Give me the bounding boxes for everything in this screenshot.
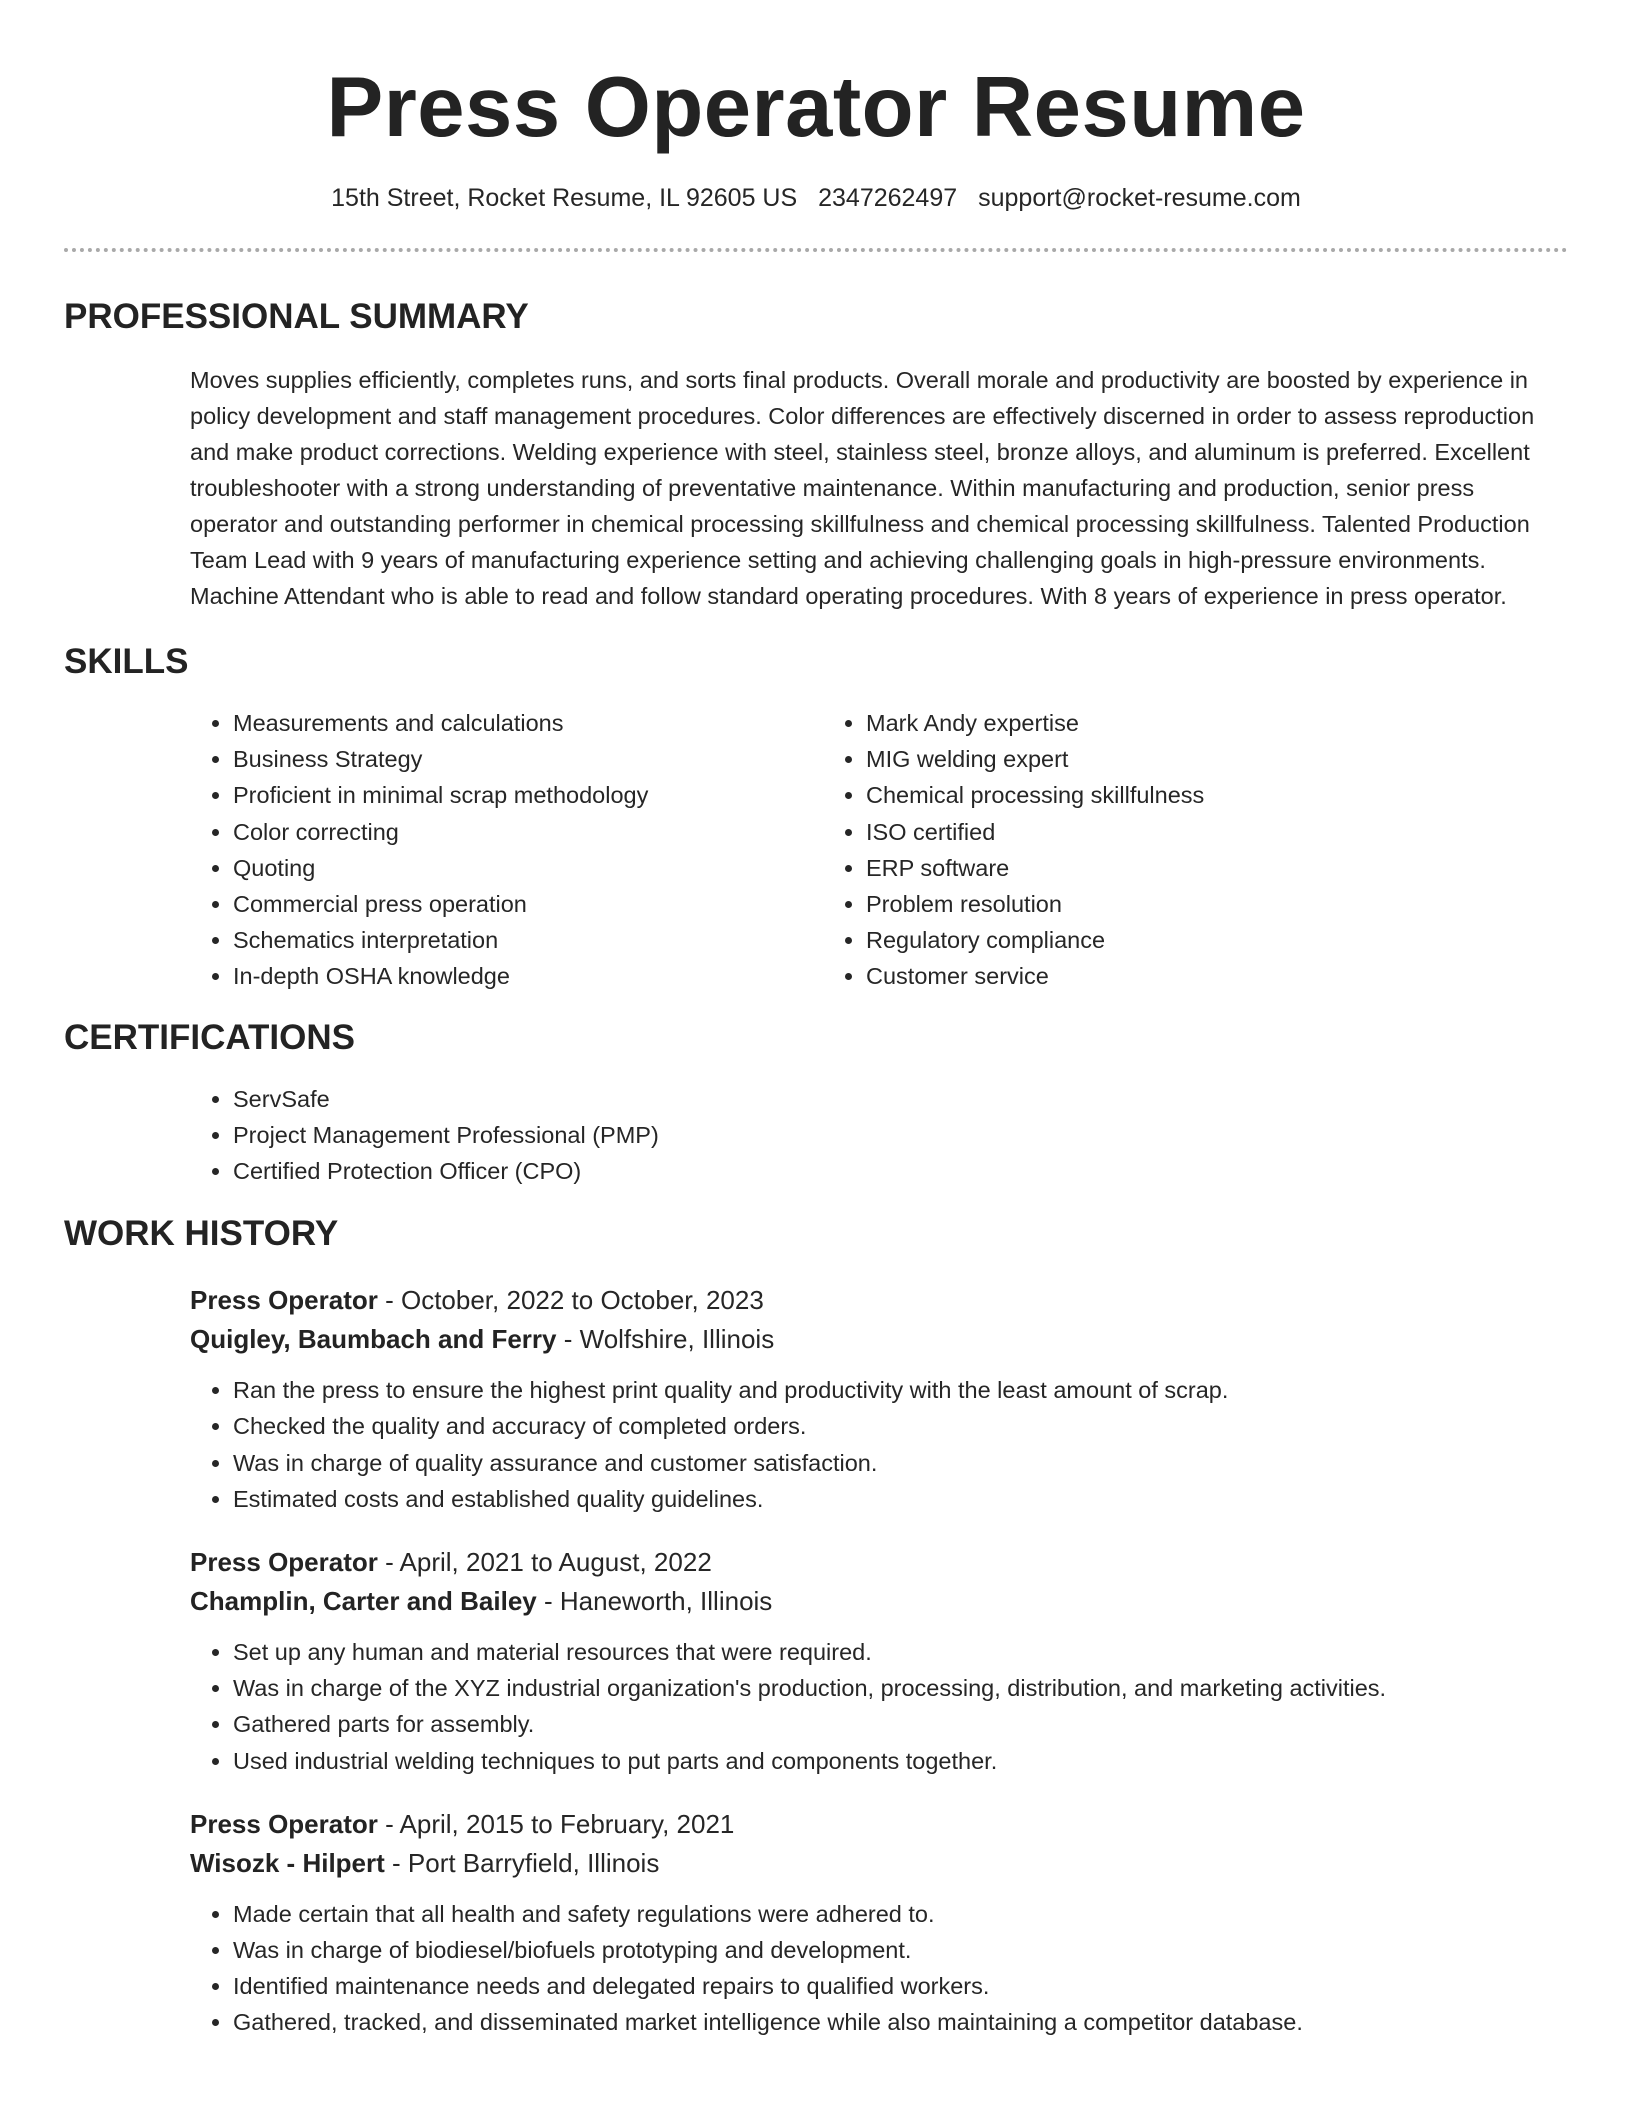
skill-item: • Commercial press operation: [233, 886, 828, 922]
job-bullet: • Set up any human and material resources that were required.: [233, 1634, 1632, 1670]
job-company: Wisozk - Hilpert: [190, 1847, 385, 1878]
job-bullet: • Gathered, tracked, and disseminated market intelligence while also maintaining a competitor database.: [233, 2004, 1632, 2040]
job-bullet: • Estimated costs and established quality guidelines.: [233, 1481, 1632, 1517]
skill-item: • Customer service: [866, 958, 1466, 994]
skill-item: • Mark Andy expertise: [866, 705, 1466, 741]
summary-text: Moves supplies efficiently, completes runs, and sorts final products. Overall morale and productivity are boosted by experience in policy development and staff management procedures. Color differences are effectively discerned in order to assess reproduction and make product corrections. Welding experience with steel, stainless steel, bronze alloys, and aluminum is preferred. Excellent troubleshooter with a strong understanding of preventative maintenance. Within manufacturing and production, senior press operator and outstanding performer in chemical processing skillfulness and chemical processing skillfulness. Talented Production Team Lead with 9 years of manufacturing experience setting and achieving challenging goals in high-pressure environments. Machine Attendant who is able to read and follow standard operating procedures. With 8 years of experience in press operator.: [190, 367, 1535, 609]
certifications-block: [190, 1081, 1632, 1190]
skill-item: • Color correcting: [233, 814, 828, 850]
job-company: Quigley, Baumbach and Ferry: [190, 1324, 557, 1355]
skill-item: • Problem resolution: [866, 886, 1466, 922]
skills-columns: [190, 705, 1632, 995]
job-bullet: • Was in charge of quality assurance and customer satisfaction.: [233, 1445, 1632, 1481]
skill-item: • Measurements and calculations: [233, 705, 828, 741]
job-entry: [190, 1805, 1632, 2041]
skill-item: • Proficient in minimal scrap methodology: [233, 777, 828, 813]
contact-address: 15th Street, Rocket Resume, IL 92605 US: [331, 184, 798, 212]
skill-item: • Quoting: [233, 850, 828, 886]
job-dates: - October, 2022 to October, 2023: [377, 1285, 764, 1316]
certifications-heading: CERTIFICATIONS: [64, 1017, 356, 1057]
job-company: Champlin, Carter and Bailey: [190, 1586, 537, 1617]
job-company-line: [190, 1320, 1632, 1359]
job-dates: - April, 2021 to August, 2022: [377, 1547, 712, 1578]
job-bullet: • Was in charge of biodiesel/biofuels prototyping and development.: [233, 1932, 1632, 1968]
job-location: - Haneworth, Illinois: [536, 1586, 773, 1617]
skill-item: • ISO certified: [866, 814, 1466, 850]
job-location: - Wolfshire, Illinois: [556, 1324, 775, 1355]
certification-item: • ServSafe: [233, 1081, 1632, 1117]
job-role: Press Operator: [190, 1808, 378, 1839]
job-role-line: [190, 1805, 1632, 1844]
job-dates: - April, 2015 to February, 2021: [377, 1808, 735, 1839]
certifications-list: [190, 1081, 1632, 1190]
job-bullet: • Ran the press to ensure the highest print quality and productivity with the least amount of scrap.: [233, 1372, 1632, 1408]
contact-line: [0, 182, 1632, 214]
job-role-line: [190, 1543, 1632, 1582]
job-bullet: • Used industrial welding techniques to put parts and components together.: [233, 1743, 1632, 1779]
skill-item: • In-depth OSHA knowledge: [233, 958, 828, 994]
skill-item: • Chemical processing skillfulness: [866, 777, 1466, 813]
job-bullet: • Checked the quality and accuracy of completed orders.: [233, 1408, 1632, 1444]
contact-email: support@rocket-resume.com: [978, 184, 1301, 212]
certification-item: • Certified Protection Officer (CPO): [233, 1153, 1632, 1189]
skill-item: • ERP software: [866, 850, 1466, 886]
header-divider: [64, 248, 1568, 252]
skill-item: • Regulatory compliance: [866, 922, 1466, 958]
summary-heading: PROFESSIONAL SUMMARY: [64, 297, 529, 336]
skills-list-left: [190, 705, 828, 995]
job-location: - Port Barryfield, Illinois: [384, 1847, 660, 1878]
job-bullets: [190, 1634, 1632, 1779]
job-company-line: [190, 1582, 1632, 1621]
job-bullets: [190, 1372, 1632, 1517]
skill-item: • MIG welding expert: [866, 741, 1466, 777]
skills-list-right: [828, 705, 1466, 995]
skill-item: • Business Strategy: [233, 741, 828, 777]
job-bullet: • Gathered parts for assembly.: [233, 1706, 1632, 1742]
contact-phone: 2347262497: [818, 184, 958, 212]
skills-heading: SKILLS: [64, 642, 189, 681]
job-company-line: [190, 1844, 1632, 1883]
job-role: Press Operator: [190, 1285, 378, 1316]
job-role: Press Operator: [190, 1547, 378, 1578]
resume-title: Press Operator Resume: [326, 60, 1306, 155]
job-bullet: • Identified maintenance needs and delegated repairs to qualified workers.: [233, 1968, 1632, 2004]
certification-item: • Project Management Professional (PMP): [233, 1117, 1632, 1153]
job-role-line: [190, 1281, 1632, 1320]
job-entry: [190, 1281, 1632, 1517]
job-entry: [190, 1543, 1632, 1779]
job-bullets: [190, 1896, 1632, 2041]
work-history-heading: WORK HISTORY: [64, 1214, 339, 1254]
skill-item: • Schematics interpretation: [233, 922, 828, 958]
job-bullet: • Made certain that all health and safety regulations were adhered to.: [233, 1896, 1632, 1932]
job-bullet: • Was in charge of the XYZ industrial organization's production, processing, distribution, and marketing activities.: [233, 1670, 1632, 1706]
